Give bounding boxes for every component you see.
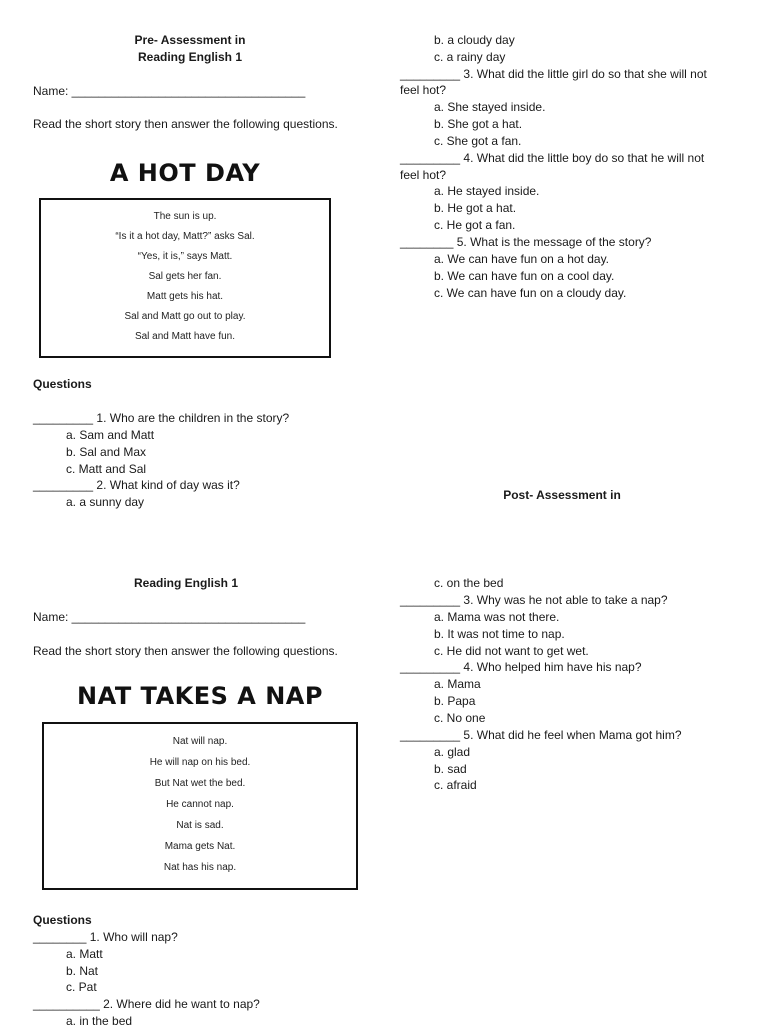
post-story-line: But Nat wet the bed. bbox=[154, 778, 246, 789]
post-option: a. Matt bbox=[66, 947, 103, 961]
post-question-4: _________ 4. Who helped him have his nap? bbox=[400, 660, 642, 674]
post-option: c. He did not want to get wet. bbox=[434, 644, 589, 658]
pre-story-title: A HOT DAY bbox=[109, 159, 261, 187]
pre-title-line1: Pre- Assessment in bbox=[134, 33, 246, 47]
pre-story-line: Matt gets his hat. bbox=[146, 291, 224, 302]
post-story-line: Nat has his nap. bbox=[163, 862, 237, 873]
pre-instruction: Read the short story then answer the following questions. bbox=[33, 117, 338, 131]
post-option: a. Mama bbox=[434, 677, 481, 691]
pre-option: b. We can have fun on a cool day. bbox=[434, 269, 615, 283]
pre-question-3: _________ 3. What did the little girl do so that she will not bbox=[400, 67, 707, 81]
pre-story-line: Sal and Matt have fun. bbox=[134, 331, 236, 342]
post-story-line: Nat will nap. bbox=[172, 736, 228, 747]
post-option: a. Mama was not there. bbox=[434, 610, 560, 624]
post-option: b. It was not time to nap. bbox=[434, 627, 565, 641]
post-story-line: Nat is sad. bbox=[176, 820, 224, 831]
post-option: a. in the bed bbox=[66, 1014, 133, 1028]
pre-story-line: The sun is up. bbox=[153, 211, 217, 222]
pre-option: c. Matt and Sal bbox=[66, 462, 147, 476]
pre-story-line: Sal gets her fan. bbox=[148, 271, 222, 282]
post-question-2: __________ 2. Where did he want to nap? bbox=[33, 997, 260, 1011]
post-option: b. Papa bbox=[434, 694, 476, 708]
pre-story-line: “Is it a hot day, Matt?” asks Sal. bbox=[115, 231, 255, 242]
post-option: b. Nat bbox=[66, 964, 99, 978]
pre-option: a. He stayed inside. bbox=[434, 184, 540, 198]
pre-question-3-cont: feel hot? bbox=[400, 83, 447, 97]
pre-option: c. She got a fan. bbox=[434, 134, 522, 148]
pre-option: b. He got a hat. bbox=[434, 201, 517, 215]
pre-question-2: _________ 2. What kind of day was it? bbox=[33, 478, 240, 492]
pre-option: a. Sam and Matt bbox=[66, 428, 155, 442]
pre-option: c. a rainy day bbox=[434, 50, 506, 64]
post-option: b. sad bbox=[434, 762, 467, 776]
post-title-line1: Post- Assessment in bbox=[503, 488, 621, 502]
pre-question-5: ________ 5. What is the message of the story? bbox=[400, 235, 652, 249]
post-question-5: _________ 5. What did he feel when Mama got him? bbox=[400, 728, 682, 742]
post-option: a. glad bbox=[434, 745, 471, 759]
pre-questions-heading: Questions bbox=[33, 377, 92, 391]
pre-question-1: _________ 1. Who are the children in the story? bbox=[33, 411, 290, 425]
pre-title-line2: Reading English 1 bbox=[137, 50, 242, 64]
post-story-line: He will nap on his bed. bbox=[149, 757, 251, 768]
post-instruction: Read the short story then answer the following questions. bbox=[33, 644, 338, 658]
post-story-line: Mama gets Nat. bbox=[164, 841, 236, 852]
post-option: c. on the bed bbox=[434, 576, 504, 590]
post-question-3: _________ 3. Why was he not able to take a nap? bbox=[400, 593, 668, 607]
pre-story-box bbox=[39, 198, 331, 358]
post-option: c. afraid bbox=[434, 778, 477, 792]
pre-option: b. a cloudy day bbox=[434, 33, 515, 47]
post-questions-heading: Questions bbox=[33, 913, 92, 927]
pre-story-line: “Yes, it is,” says Matt. bbox=[137, 251, 233, 262]
pre-option: a. a sunny day bbox=[66, 495, 145, 509]
pre-option: a. We can have fun on a hot day. bbox=[434, 252, 610, 266]
pre-option: a. She stayed inside. bbox=[434, 100, 546, 114]
pre-option: c. We can have fun on a cloudy day. bbox=[434, 286, 627, 300]
post-title-line2: Reading English 1 bbox=[133, 576, 238, 590]
post-name-field: Name: ___________________________________ bbox=[33, 610, 306, 624]
pre-story-line: Sal and Matt go out to play. bbox=[124, 311, 246, 322]
pre-question-4: _________ 4. What did the little boy do so that he will not bbox=[400, 151, 705, 165]
pre-option: b. Sal and Max bbox=[66, 445, 147, 459]
pre-option: b. She got a hat. bbox=[434, 117, 523, 131]
post-question-1: ________ 1. Who will nap? bbox=[33, 930, 178, 944]
post-option: c. No one bbox=[434, 711, 486, 725]
post-option: c. Pat bbox=[66, 980, 97, 994]
pre-option: c. He got a fan. bbox=[434, 218, 516, 232]
pre-name-field: Name: ___________________________________ bbox=[33, 84, 306, 98]
post-story-title: NAT TAKES A NAP bbox=[77, 682, 323, 710]
post-story-box bbox=[42, 722, 358, 890]
pre-question-4-cont: feel hot? bbox=[400, 168, 447, 182]
post-story-line: He cannot nap. bbox=[166, 799, 234, 810]
